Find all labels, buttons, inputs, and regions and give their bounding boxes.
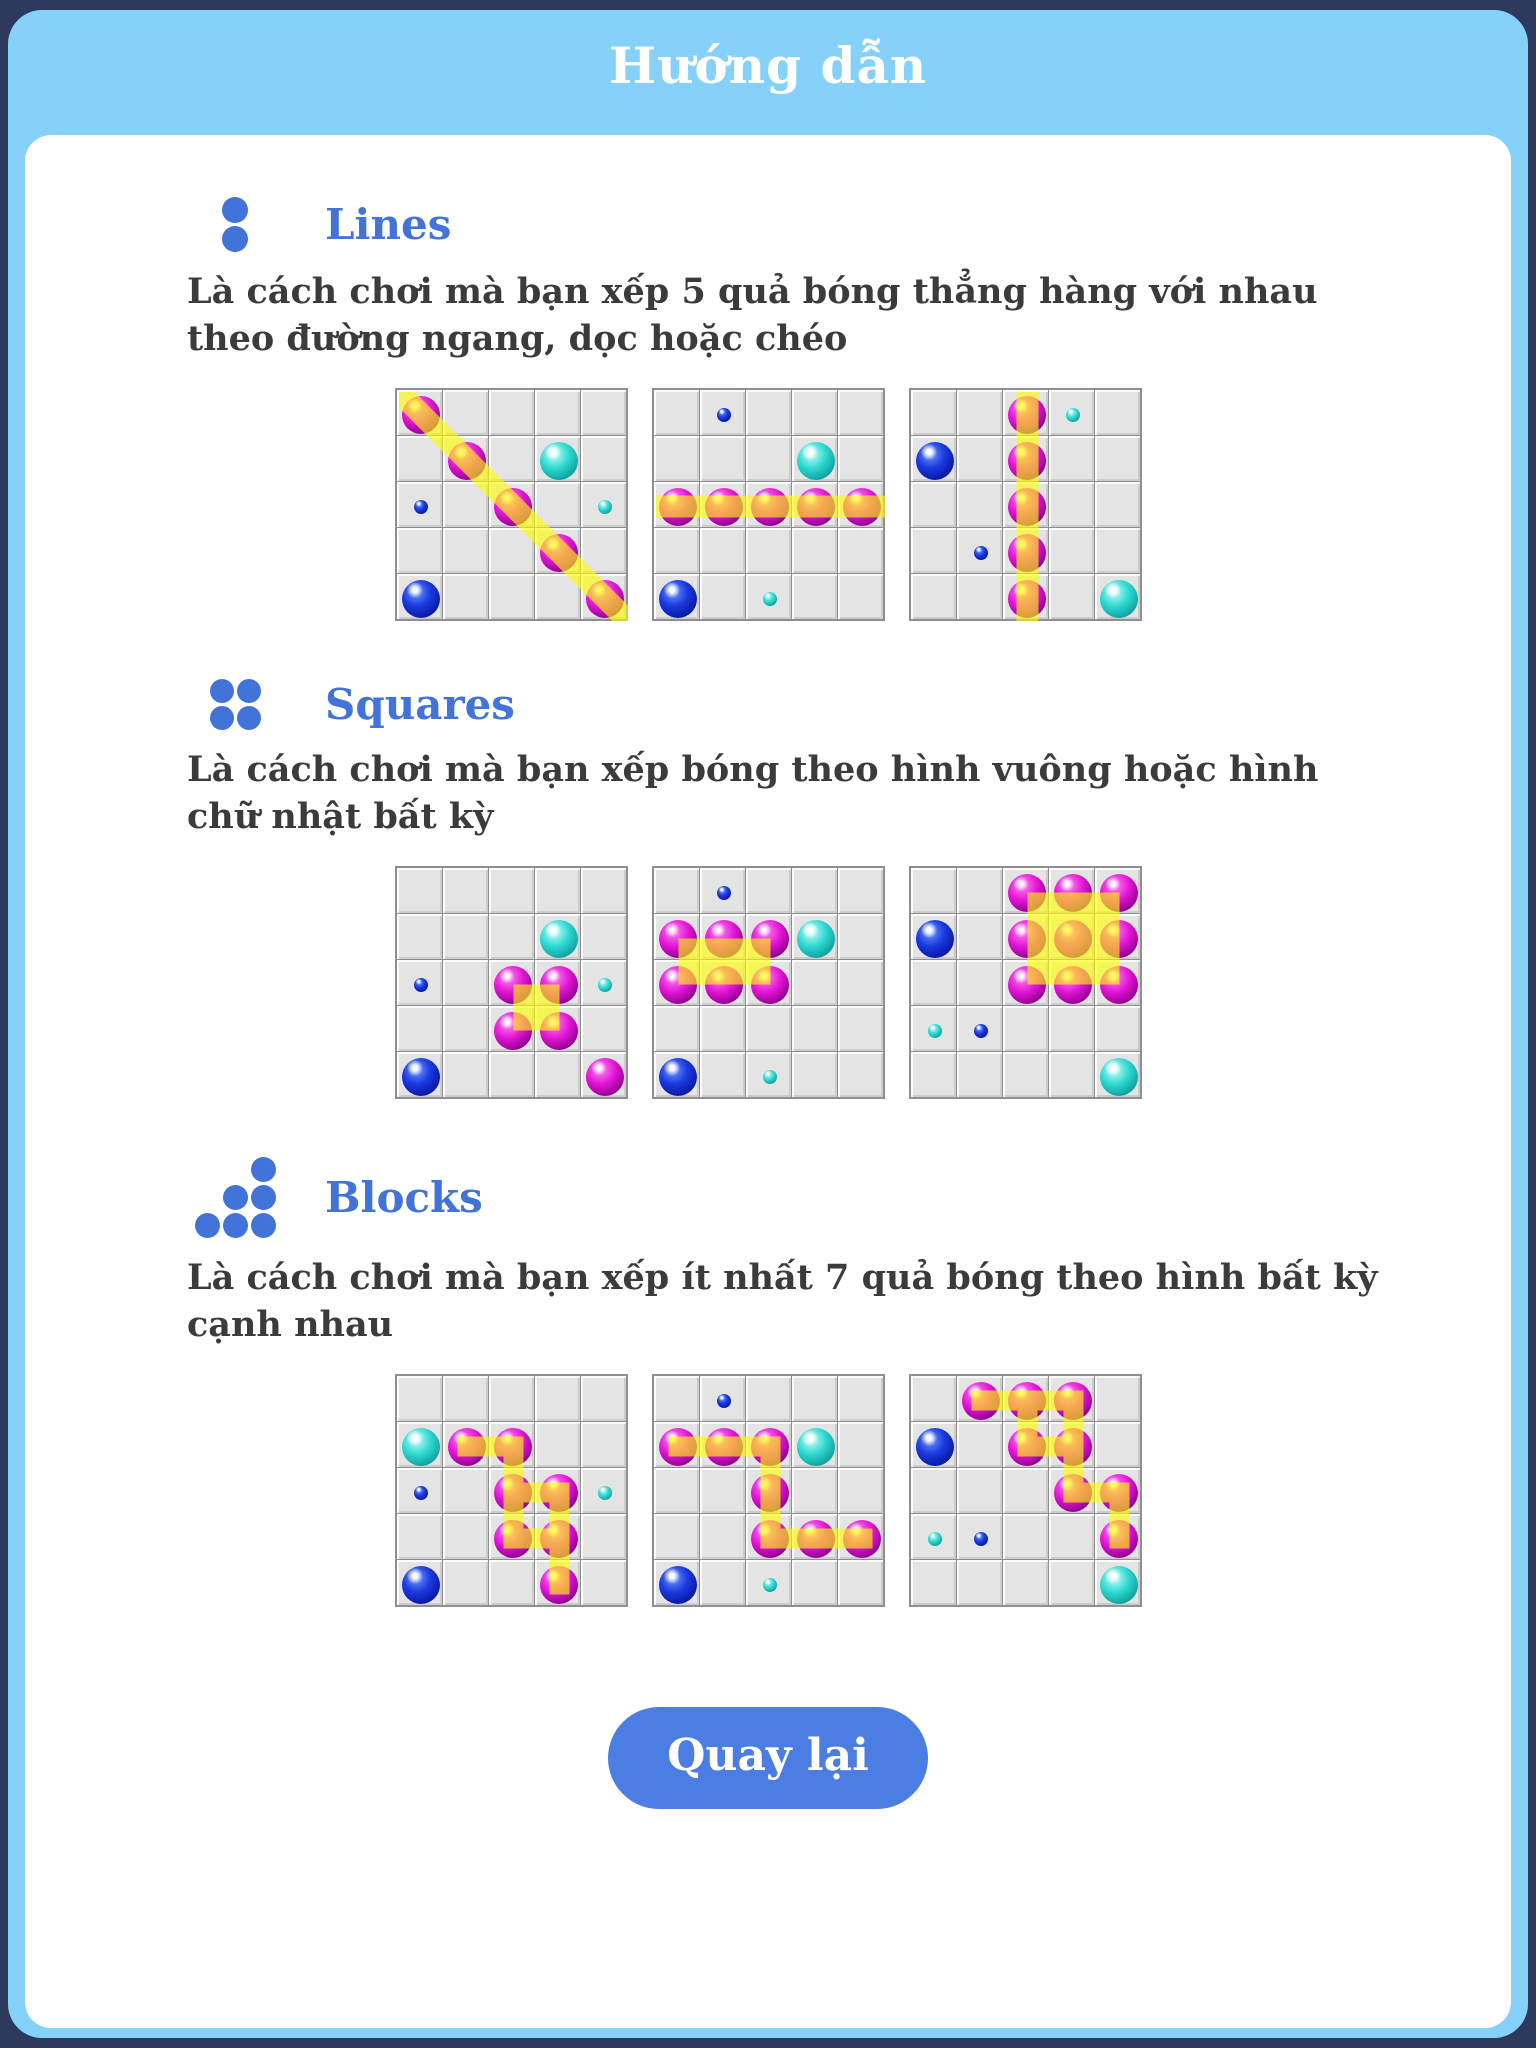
board-cell xyxy=(1049,1006,1094,1051)
board-cell xyxy=(581,1376,626,1421)
board-cell xyxy=(1049,1560,1094,1605)
ball-magenta xyxy=(1008,442,1046,480)
ball-blue xyxy=(402,580,440,618)
board-cell xyxy=(443,960,488,1005)
board-cell xyxy=(1003,1468,1048,1513)
board-cell xyxy=(792,574,837,619)
board-cell xyxy=(443,1006,488,1051)
board-cell xyxy=(792,868,837,913)
board-cell xyxy=(838,528,883,573)
ball-blue-small xyxy=(414,978,428,992)
ball-magenta xyxy=(540,1474,578,1512)
board-cell xyxy=(489,436,534,481)
board-cell xyxy=(957,390,1002,435)
board-cell xyxy=(700,1052,745,1097)
section-lines-header xyxy=(175,197,1511,252)
board-cell xyxy=(1095,528,1140,573)
board-cell xyxy=(838,574,883,619)
ball-magenta xyxy=(494,1474,532,1512)
board-cell xyxy=(792,1052,837,1097)
example-board xyxy=(395,388,628,621)
ball-cyan xyxy=(540,920,578,958)
ball-magenta xyxy=(1054,1428,1092,1466)
ball-cyan xyxy=(797,442,835,480)
section-description-lines: Là cách chơi mà bạn xếp 5 quả bóng thẳng hàng với nhau theo đường ngang, dọc hoặc chéo xyxy=(187,271,1318,359)
icon-dot xyxy=(251,1185,276,1210)
ball-magenta xyxy=(1054,1382,1092,1420)
board-cell xyxy=(838,390,883,435)
ball-blue xyxy=(402,1058,440,1096)
ball-magenta xyxy=(1100,966,1138,1004)
ball-blue xyxy=(916,920,954,958)
board-cell xyxy=(1095,1006,1140,1051)
ball-cyan xyxy=(1100,580,1138,618)
board-cell xyxy=(443,1560,488,1605)
ball-magenta xyxy=(1100,1520,1138,1558)
ball-magenta xyxy=(402,396,440,434)
ball-blue-small xyxy=(414,1486,428,1500)
ball-magenta xyxy=(751,1474,789,1512)
board-cell xyxy=(700,436,745,481)
ball-cyan xyxy=(797,920,835,958)
board-cell xyxy=(535,868,580,913)
ball-magenta xyxy=(659,966,697,1004)
ball-magenta xyxy=(962,1382,1000,1420)
board-cell xyxy=(489,390,534,435)
ball-magenta xyxy=(586,1058,624,1096)
ball-magenta xyxy=(540,1520,578,1558)
board-cell xyxy=(443,482,488,527)
page-title: Hướng dẫn xyxy=(608,36,928,95)
ball-magenta xyxy=(540,534,578,572)
board-cell xyxy=(911,1052,956,1097)
ball-magenta xyxy=(540,966,578,1004)
ball-cyan xyxy=(402,1428,440,1466)
ball-magenta xyxy=(705,966,743,1004)
board-cell xyxy=(1003,1052,1048,1097)
board-cell xyxy=(957,960,1002,1005)
board-cell xyxy=(581,436,626,481)
ball-cyan-small xyxy=(598,978,612,992)
board-cell xyxy=(489,1560,534,1605)
board-cell xyxy=(911,1560,956,1605)
example-board xyxy=(909,866,1142,1099)
section-heading-squares: Squares xyxy=(325,680,515,729)
board-cell xyxy=(911,1468,956,1513)
six-dots-pyramid-icon xyxy=(195,1157,276,1238)
ball-cyan xyxy=(540,442,578,480)
ball-magenta xyxy=(1008,580,1046,618)
ball-magenta xyxy=(1054,966,1092,1004)
ball-cyan-small xyxy=(763,1578,777,1592)
board-cell xyxy=(1049,436,1094,481)
ball-cyan-small xyxy=(928,1532,942,1546)
board-cell xyxy=(581,868,626,913)
ball-magenta xyxy=(797,1520,835,1558)
board-cell xyxy=(654,436,699,481)
icon-dot xyxy=(210,679,234,703)
board-cell xyxy=(746,390,791,435)
board-cell xyxy=(911,574,956,619)
board-cell xyxy=(535,574,580,619)
ball-magenta xyxy=(705,488,743,526)
board-cell xyxy=(581,528,626,573)
example-boards-squares xyxy=(25,866,1511,1099)
ball-magenta xyxy=(1054,874,1092,912)
ball-blue xyxy=(659,580,697,618)
ball-magenta xyxy=(1008,534,1046,572)
board-cell xyxy=(535,1376,580,1421)
ball-cyan-small xyxy=(763,592,777,606)
board-cell xyxy=(489,528,534,573)
board-cell xyxy=(397,1376,442,1421)
board-cell xyxy=(397,914,442,959)
example-board xyxy=(909,1374,1142,1607)
ball-blue-small xyxy=(717,886,731,900)
ball-magenta xyxy=(494,1012,532,1050)
icon-dot xyxy=(195,1213,220,1238)
ball-magenta xyxy=(1054,1474,1092,1512)
board-cell xyxy=(838,1468,883,1513)
board-cell xyxy=(443,390,488,435)
example-board xyxy=(395,866,628,1099)
board-cell xyxy=(581,1422,626,1467)
board-cell xyxy=(911,1376,956,1421)
ball-cyan-small xyxy=(928,1024,942,1038)
board-cell xyxy=(1095,1422,1140,1467)
board-cell xyxy=(838,868,883,913)
board-cell xyxy=(489,574,534,619)
board-cell xyxy=(535,1422,580,1467)
button-row xyxy=(25,1707,1511,1809)
board-cell xyxy=(838,960,883,1005)
board-cell xyxy=(397,528,442,573)
example-boards-lines xyxy=(25,388,1511,621)
example-board xyxy=(395,1374,628,1607)
board-cell xyxy=(792,528,837,573)
board-cell xyxy=(838,1376,883,1421)
board-cell xyxy=(654,1376,699,1421)
board-cell xyxy=(700,1468,745,1513)
board-cell xyxy=(535,1052,580,1097)
section-lines xyxy=(25,197,1511,621)
ball-magenta xyxy=(448,442,486,480)
ball-magenta xyxy=(659,920,697,958)
section-description-blocks: Là cách chơi mà bạn xếp ít nhất 7 quả bóng theo hình bất kỳ cạnh nhau xyxy=(187,1257,1378,1345)
board-cell xyxy=(397,436,442,481)
ball-magenta xyxy=(1008,966,1046,1004)
icon-box xyxy=(175,679,295,730)
ball-magenta xyxy=(1008,1428,1046,1466)
icon-dot xyxy=(237,679,261,703)
ball-magenta xyxy=(751,1520,789,1558)
ball-magenta xyxy=(1100,920,1138,958)
example-board xyxy=(652,866,885,1099)
board-cell xyxy=(746,1006,791,1051)
ball-magenta xyxy=(494,488,532,526)
board-cell xyxy=(957,574,1002,619)
ball-cyan xyxy=(1100,1566,1138,1604)
ball-magenta xyxy=(751,966,789,1004)
ball-cyan-small xyxy=(598,1486,612,1500)
board-cell xyxy=(1095,390,1140,435)
ball-magenta xyxy=(843,488,881,526)
ball-blue xyxy=(916,1428,954,1466)
ball-magenta xyxy=(751,488,789,526)
ball-cyan xyxy=(797,1428,835,1466)
ball-blue-small xyxy=(974,1532,988,1546)
four-dots-square-icon xyxy=(210,679,261,730)
board-cell xyxy=(581,914,626,959)
ball-magenta xyxy=(1008,488,1046,526)
board-cell xyxy=(911,390,956,435)
board-cell xyxy=(654,390,699,435)
board-cell xyxy=(1095,436,1140,481)
board-cell xyxy=(397,1514,442,1559)
ball-blue xyxy=(402,1566,440,1604)
board-cell xyxy=(746,868,791,913)
ball-blue-small xyxy=(717,408,731,422)
ball-magenta xyxy=(751,920,789,958)
example-boards-blocks xyxy=(25,1374,1511,1607)
board-cell xyxy=(911,528,956,573)
icon-dot xyxy=(210,706,234,730)
board-cell xyxy=(957,482,1002,527)
two-dots-icon xyxy=(222,197,248,252)
board-cell xyxy=(443,1468,488,1513)
ball-magenta xyxy=(1100,874,1138,912)
ball-magenta xyxy=(1008,874,1046,912)
ball-cyan-small xyxy=(1066,408,1080,422)
board-cell xyxy=(489,1376,534,1421)
board-cell xyxy=(443,528,488,573)
board-cell xyxy=(654,1468,699,1513)
ball-magenta xyxy=(1008,1382,1046,1420)
board-cell xyxy=(792,960,837,1005)
board-cell xyxy=(838,1052,883,1097)
icon-dot xyxy=(237,706,261,730)
ball-cyan-small xyxy=(598,500,612,514)
ball-magenta xyxy=(1008,920,1046,958)
board-cell xyxy=(1095,1376,1140,1421)
ball-magenta xyxy=(797,488,835,526)
icon-dot xyxy=(251,1157,276,1182)
section-description-squares: Là cách chơi mà bạn xếp bóng theo hình vuông hoặc hình chữ nhật bất kỳ xyxy=(187,749,1319,837)
board-cell xyxy=(746,528,791,573)
instructions-dialog xyxy=(8,10,1528,2038)
board-cell xyxy=(792,390,837,435)
ball-blue-small xyxy=(974,546,988,560)
ball-magenta xyxy=(1008,396,1046,434)
board-cell xyxy=(581,390,626,435)
board-cell xyxy=(1049,574,1094,619)
board-cell xyxy=(535,390,580,435)
ball-magenta xyxy=(843,1520,881,1558)
ball-blue-small xyxy=(414,500,428,514)
ball-magenta xyxy=(448,1428,486,1466)
section-heading-blocks: Blocks xyxy=(325,1173,483,1222)
board-cell xyxy=(911,960,956,1005)
board-cell xyxy=(1003,1006,1048,1051)
board-cell xyxy=(792,1468,837,1513)
board-cell xyxy=(581,1006,626,1051)
section-blocks-header xyxy=(175,1157,1511,1238)
section-blocks xyxy=(25,1157,1511,1607)
board-cell xyxy=(957,914,1002,959)
back-button[interactable]: Quay lại xyxy=(608,1707,928,1809)
board-cell xyxy=(1049,1052,1094,1097)
board-cell xyxy=(911,868,956,913)
content-card xyxy=(25,135,1511,2028)
ball-magenta xyxy=(751,1428,789,1466)
board-cell xyxy=(397,868,442,913)
board-cell xyxy=(1003,1560,1048,1605)
board-cell xyxy=(535,482,580,527)
ball-magenta xyxy=(1054,920,1092,958)
board-cell xyxy=(746,436,791,481)
board-cell xyxy=(957,1052,1002,1097)
icon-dot xyxy=(222,226,248,252)
example-board xyxy=(652,388,885,621)
board-cell xyxy=(792,1560,837,1605)
icon-dot xyxy=(223,1213,248,1238)
example-board xyxy=(652,1374,885,1607)
board-cell xyxy=(654,528,699,573)
board-cell xyxy=(654,1006,699,1051)
board-cell xyxy=(700,528,745,573)
icon-dot xyxy=(251,1213,276,1238)
ball-magenta xyxy=(494,1428,532,1466)
board-cell xyxy=(792,1376,837,1421)
board-cell xyxy=(443,1376,488,1421)
ball-magenta xyxy=(494,966,532,1004)
icon-box xyxy=(175,1157,295,1238)
ball-magenta xyxy=(705,920,743,958)
board-cell xyxy=(489,914,534,959)
board-cell xyxy=(957,1560,1002,1605)
board-cell xyxy=(654,1514,699,1559)
ball-magenta xyxy=(540,1566,578,1604)
board-cell xyxy=(443,1514,488,1559)
ball-blue xyxy=(659,1058,697,1096)
board-cell xyxy=(489,868,534,913)
section-squares-header xyxy=(175,679,1511,730)
board-cell xyxy=(443,1052,488,1097)
board-cell xyxy=(489,1052,534,1097)
board-cell xyxy=(838,1006,883,1051)
section-heading-lines: Lines xyxy=(325,200,452,249)
board-cell xyxy=(792,1006,837,1051)
section-squares xyxy=(25,679,1511,1099)
board-cell xyxy=(443,914,488,959)
board-cell xyxy=(1049,482,1094,527)
ball-blue xyxy=(659,1566,697,1604)
board-cell xyxy=(838,914,883,959)
board-cell xyxy=(700,1006,745,1051)
ball-blue-small xyxy=(974,1024,988,1038)
board-cell xyxy=(700,574,745,619)
ball-cyan xyxy=(1100,1058,1138,1096)
board-cell xyxy=(957,436,1002,481)
board-cell xyxy=(654,868,699,913)
ball-magenta xyxy=(705,1428,743,1466)
icon-dot xyxy=(222,197,248,223)
board-cell xyxy=(397,1006,442,1051)
board-cell xyxy=(443,868,488,913)
board-cell xyxy=(581,1560,626,1605)
ball-blue xyxy=(916,442,954,480)
board-cell xyxy=(1049,528,1094,573)
board-cell xyxy=(838,1422,883,1467)
board-cell xyxy=(957,868,1002,913)
board-cell xyxy=(1095,482,1140,527)
board-cell xyxy=(838,1560,883,1605)
ball-magenta xyxy=(540,1012,578,1050)
board-cell xyxy=(581,1514,626,1559)
board-cell xyxy=(838,436,883,481)
board-cell xyxy=(443,574,488,619)
ball-magenta xyxy=(494,1520,532,1558)
ball-magenta xyxy=(1100,1474,1138,1512)
board-cell xyxy=(1049,1514,1094,1559)
ball-cyan-small xyxy=(763,1070,777,1084)
board-cell xyxy=(911,482,956,527)
icon-box xyxy=(175,197,295,252)
board-cell xyxy=(1003,1514,1048,1559)
ball-magenta xyxy=(659,488,697,526)
icon-dot xyxy=(223,1185,248,1210)
board-cell xyxy=(746,1376,791,1421)
ball-magenta xyxy=(586,580,624,618)
example-board xyxy=(909,388,1142,621)
board-cell xyxy=(700,1560,745,1605)
board-cell xyxy=(700,1514,745,1559)
board-cell xyxy=(957,1422,1002,1467)
ball-magenta xyxy=(659,1428,697,1466)
board-cell xyxy=(957,1468,1002,1513)
ball-blue-small xyxy=(717,1394,731,1408)
